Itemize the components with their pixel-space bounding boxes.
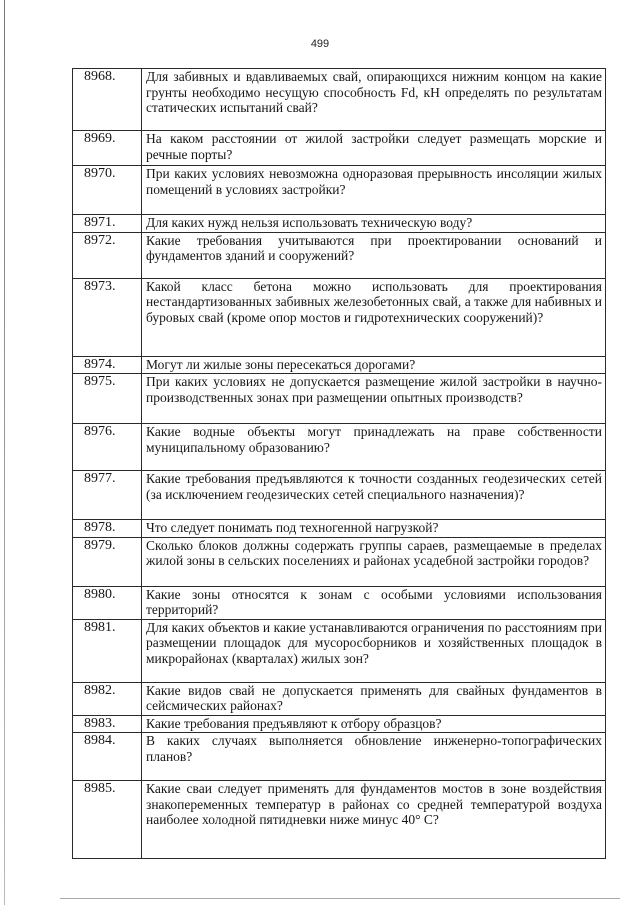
scan-bottom-line — [60, 898, 620, 899]
table-row — [73, 471, 606, 520]
table-row — [73, 715, 606, 733]
question-text: Какие требования предъявляются к точности созданных геодезических сетей (за исключением геодезических сетей специального назначения)? — [142, 471, 606, 520]
table-row — [73, 69, 606, 131]
table-row — [73, 166, 606, 215]
question-text: При каких условиях невозможна одноразовая прерывность инсоляции жилых помещений в условиях застройки? — [142, 166, 606, 215]
question-number: 8971. — [73, 215, 142, 233]
question-number: 8968. — [73, 69, 142, 131]
question-text: Сколько блоков должны содержать группы сараев, размещаемые в пределах жилой зоны в сельских поселениях и районах усадебной застройки городов? — [142, 537, 606, 586]
question-text: Какой класс бетона можно использовать для проектирования нестандартизованных забивных железобетонных свай, а также для набивных и буровых свай (кроме опор мостов и гидротехнических сооружений)? — [142, 278, 606, 356]
questions-table-body — [73, 69, 606, 859]
question-text: Какие требования предъявляют к отбору образцов? — [142, 715, 606, 733]
question-number: 8973. — [73, 278, 142, 356]
table-row — [73, 781, 606, 859]
table-row — [73, 356, 606, 374]
question-number: 8972. — [73, 232, 142, 278]
table-row — [73, 232, 606, 278]
question-number: 8979. — [73, 537, 142, 586]
page-number: 499 — [310, 38, 330, 50]
question-text: На каком расстоянии от жилой застройки следует размещать морские и речные порты? — [142, 131, 606, 166]
table-row — [73, 733, 606, 781]
question-text: Какие видов свай не допускается применять для свайных фундаментов в сейсмических районах? — [142, 682, 606, 715]
question-number: 8978. — [73, 520, 142, 538]
question-number: 8985. — [73, 781, 142, 859]
question-text: Какие водные объекты могут принадлежать на праве собственности муниципальному образованию? — [142, 424, 606, 471]
question-number: 8980. — [73, 586, 142, 619]
table-row — [73, 520, 606, 538]
question-text: Какие требования учитываются при проектировании оснований и фундаментов зданий и сооружений? — [142, 232, 606, 278]
question-number: 8977. — [73, 471, 142, 520]
question-number: 8976. — [73, 424, 142, 471]
table-row — [73, 586, 606, 619]
table-row — [73, 619, 606, 682]
table-row — [73, 278, 606, 356]
question-number: 8975. — [73, 374, 142, 424]
question-text: Какие зоны относятся к зонам с особыми условиями использования территорий? — [142, 586, 606, 619]
question-number: 8970. — [73, 166, 142, 215]
table-row — [73, 424, 606, 471]
question-text: Что следует понимать под техногенной нагрузкой? — [142, 520, 606, 538]
table-row — [73, 537, 606, 586]
question-text: Какие сваи следует применять для фундаментов мостов в зоне воздействия знакопеременных температур в районах со средней температурой воздуха наиболее холодной пятидневки ниже минус 40° С? — [142, 781, 606, 859]
question-text: Могут ли жилые зоны пересекаться дорогами? — [142, 356, 606, 374]
table-row — [73, 215, 606, 233]
question-text: Для забивных и вдавливаемых свай, опирающихся нижним концом на какие грунты необходимо несущую способность Fd, кН определять по результатам статических испытаний свай? — [142, 69, 606, 131]
table-row — [73, 131, 606, 166]
question-text: В каких случаях выполняется обновление инженерно-топографических планов? — [142, 733, 606, 781]
table-row — [73, 374, 606, 424]
question-text: При каких условиях не допускается размещение жилой застройки в научно-производственных зонах при размещении опытных производств? — [142, 374, 606, 424]
question-number: 8984. — [73, 733, 142, 781]
questions-table — [72, 68, 606, 859]
question-number: 8982. — [73, 682, 142, 715]
question-number: 8981. — [73, 619, 142, 682]
question-number: 8983. — [73, 715, 142, 733]
question-number: 8974. — [73, 356, 142, 374]
question-text: Для каких объектов и какие устанавливаются ограничения по расстояниям при размещении площадок для мусоросборников и хозяйственных площадок в микрорайонах (кварталах) жилых зон? — [142, 619, 606, 682]
question-number: 8969. — [73, 131, 142, 166]
table-row — [73, 682, 606, 715]
scan-edge-line — [4, 0, 5, 905]
question-text: Для каких нужд нельзя использовать техническую воду? — [142, 215, 606, 233]
